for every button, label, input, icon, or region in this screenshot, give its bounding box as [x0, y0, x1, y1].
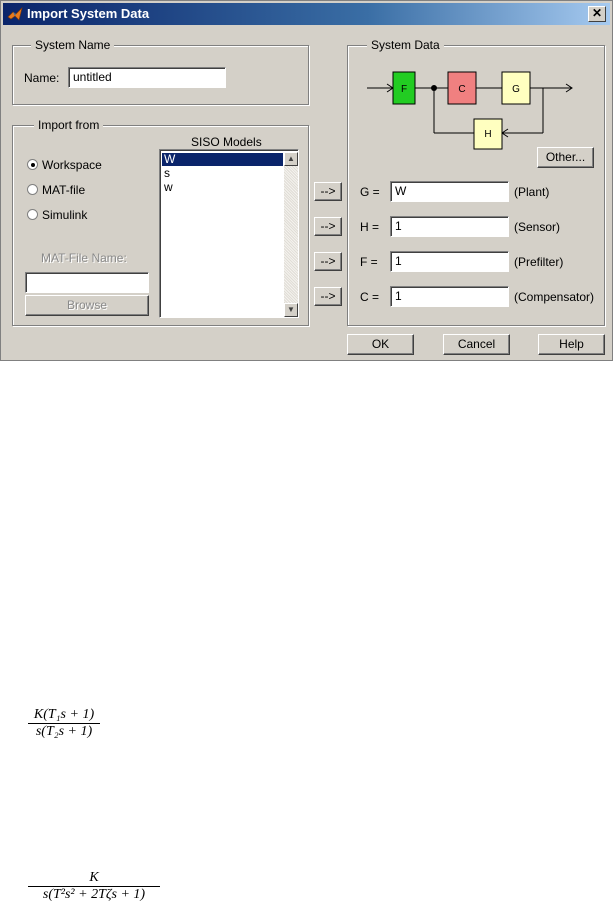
system-data-legend: System Data — [367, 38, 444, 52]
ok-button[interactable]: OK — [347, 334, 414, 355]
mat-file-radio[interactable] — [27, 184, 38, 195]
block-diagram — [361, 65, 591, 155]
block-g-label: G — [512, 84, 520, 95]
f-field-label: F = — [360, 255, 378, 269]
simulink-radio[interactable] — [27, 209, 38, 220]
system-name-legend: System Name — [31, 38, 114, 52]
siso-models-list[interactable] — [159, 149, 299, 318]
block-c-label: C — [458, 84, 466, 95]
compensator-input[interactable]: 1 — [390, 286, 509, 307]
second-order-transfer-function — [28, 870, 160, 903]
prefilter-input[interactable]: 1 — [390, 251, 509, 272]
import-system-data-dialog — [0, 0, 613, 361]
mat-file-name-label: MAT-File Name: — [41, 251, 127, 265]
junction-dot — [431, 85, 437, 91]
title-bar[interactable] — [3, 3, 610, 25]
workspace-label[interactable]: Workspace — [42, 158, 102, 172]
formula-numerator: K(T₁s + 1) — [33, 707, 95, 722]
browse-button[interactable]: Browse — [25, 295, 149, 316]
list-item[interactable]: w — [164, 180, 173, 194]
cancel-button[interactable]: Cancel — [443, 334, 510, 355]
h-field-label: H = — [360, 220, 380, 234]
list-item[interactable]: W — [162, 153, 283, 166]
assign-h-arrow-button[interactable]: --> — [314, 217, 342, 236]
plant-desc: (Plant) — [514, 185, 550, 199]
system-name-input[interactable]: untitled — [68, 67, 226, 88]
scroll-down-icon[interactable]: ▼ — [284, 303, 298, 317]
sensor-desc: (Sensor) — [514, 220, 561, 234]
formula-denominator: s(T₂s + 1) — [35, 724, 93, 739]
import-from-legend: Import from — [34, 118, 103, 132]
block-f-label: F — [400, 84, 408, 95]
plant-input[interactable]: W — [390, 181, 509, 202]
scrollbar[interactable] — [284, 152, 298, 317]
compensator-desc: (Compensator) — [514, 290, 595, 304]
assign-c-arrow-button[interactable]: --> — [314, 287, 342, 306]
name-label: Name: — [24, 71, 60, 85]
help-button[interactable]: Help — [538, 334, 605, 355]
prefilter-desc: (Prefilter) — [514, 255, 564, 269]
matlab-logo-icon — [7, 6, 23, 22]
sensor-input[interactable]: 1 — [390, 216, 509, 237]
block-h-label: H — [484, 129, 492, 140]
workspace-radio[interactable] — [27, 159, 38, 170]
g-field-label: G = — [360, 185, 380, 199]
siso-models-header: SISO Models — [191, 135, 262, 149]
c-field-label: C = — [360, 290, 380, 304]
list-item[interactable]: s — [164, 166, 170, 180]
formula-denominator: s(T²s² + 2Tζs + 1) — [42, 887, 146, 902]
window-title: Import System Data — [27, 6, 150, 21]
mat-file-label[interactable]: MAT-file — [42, 183, 86, 197]
mat-file-name-input[interactable] — [25, 272, 149, 293]
scroll-up-icon[interactable]: ▲ — [284, 152, 298, 166]
simulink-label[interactable]: Simulink — [42, 208, 88, 222]
close-button[interactable]: ✕ — [588, 6, 606, 22]
other-button[interactable]: Other... — [537, 147, 594, 168]
assign-g-arrow-button[interactable]: --> — [314, 182, 342, 201]
lead-lag-transfer-function — [28, 707, 100, 740]
formula-numerator: K — [89, 870, 99, 885]
assign-f-arrow-button[interactable]: --> — [314, 252, 342, 271]
